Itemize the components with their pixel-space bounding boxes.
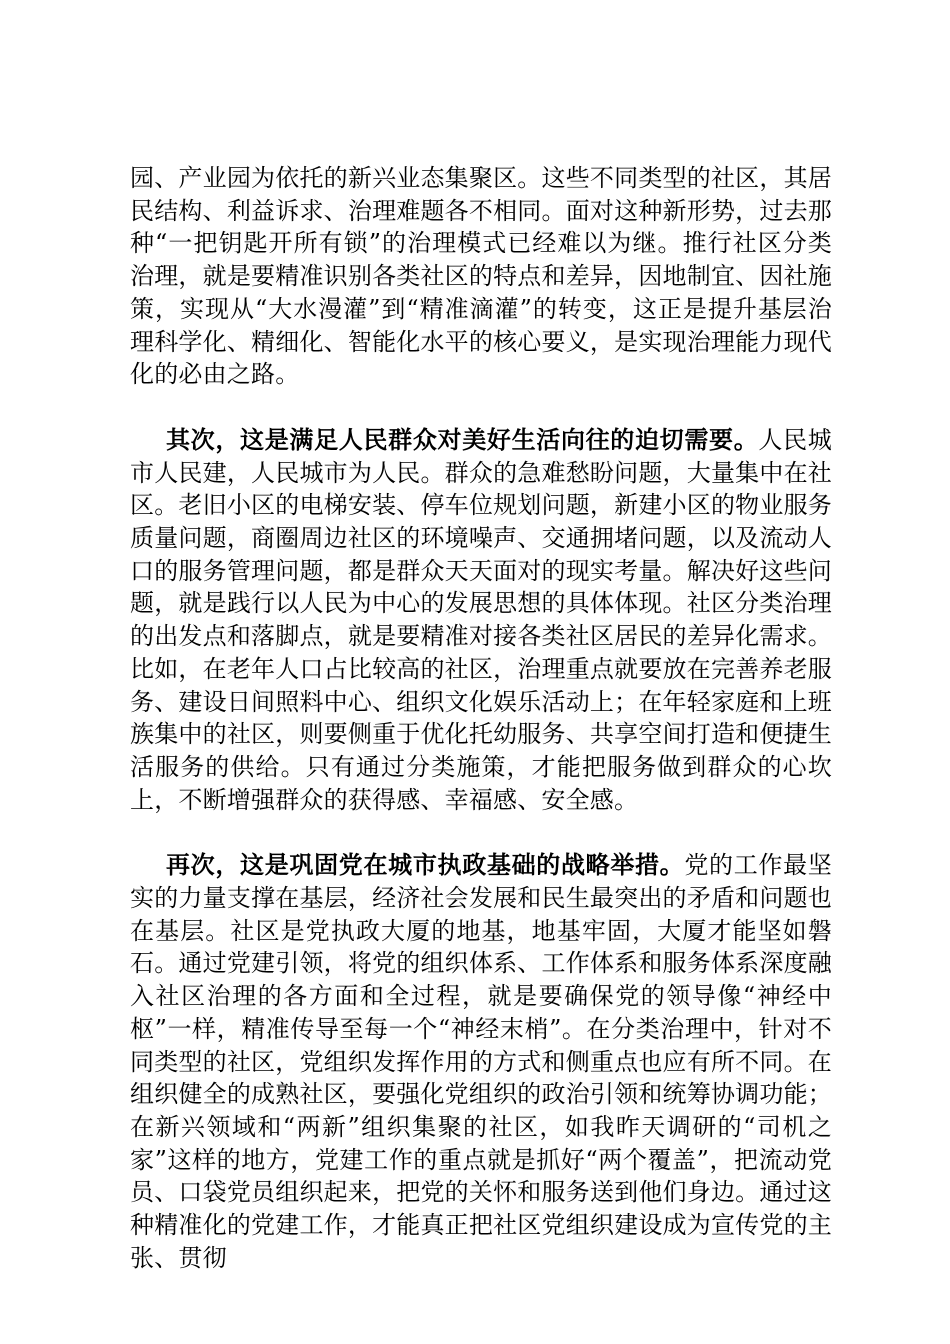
paragraph-2-lead: 其次，这是满足人民群众对美好生活向往的迫切需要。 — [166, 424, 759, 454]
document-page — [130, 162, 832, 1275]
paragraph-3 — [130, 849, 832, 1274]
paragraph-3-lead: 再次，这是巩固党在城市执政基础的战略举措。 — [166, 850, 685, 880]
paragraph-2 — [130, 424, 832, 816]
paragraph-3-text: 党的工作最坚实的力量支撑在基层，经济社会发展和民生最突出的矛盾和问题也在基层。社区是党执政大厦的地基，地基牢固，大厦才能坚如磐石。通过党建引领，将党的组织体系、工作体系和服务体系深度融入社区治理的各方面和全过程，就是要确保党的领导像“神经中枢”一样，精准传导至每一个“神经末梢”。在分类治理中，针对不同类型的社区，党组织发挥作用的方式和侧重点也应有所不同。在组织健全的成熟社区，要强化党组织的政治引领和统筹协调功能；在新兴领域和“两新”组织集聚的社区，如我昨天调研的“司机之家”这样的地方，党建工作的重点就是抓好“两个覆盖”，把流动党员、口袋党员组织起来，把党的关怀和服务送到他们身边。通过这种精准化的党建工作，才能真正把社区党组织建设成为宣传党的主张、贯彻 — [130, 851, 832, 1272]
paragraph-1 — [130, 162, 832, 391]
paragraph-2-text: 人民城市人民建，人民城市为人民。群众的急难愁盼问题，大量集中在社区。老旧小区的电梯安装、停车位规划问题，新建小区的物业服务质量问题，商圈周边社区的环境噪声、交通拥堵问题，以及流动人口的服务管理问题，都是群众天天面对的现实考量。解决好这些问题，就是践行以人民为中心的发展思想的具体体现。社区分类治理的出发点和落脚点，就是要精准对接各类社区居民的差异化需求。比如，在老年人口占比较高的社区，治理重点就要放在完善养老服务、建设日间照料中心、组织文化娱乐活动上；在年轻家庭和上班族集中的社区，则要侧重于优化托幼服务、共享空间打造和便捷生活服务的供给。只有通过分类施策，才能把服务做到群众的心坎上，不断增强群众的获得感、幸福感、安全感。 — [130, 425, 832, 814]
paragraph-1-text: 园、产业园为依托的新兴业态集聚区。这些不同类型的社区，其居民结构、利益诉求、治理难题各不相同。面对这种新形势，过去那种“一把钥匙开所有锁”的治理模式已经难以为继。推行社区分类治理，就是要精准识别各类社区的特点和差异，因地制宜、因社施策，实现从“大水漫灌”到“精准滴灌”的转变，这正是提升基层治理科学化、精细化、智能化水平的核心要义，是实现治理能力现代化的必由之路。 — [130, 164, 832, 389]
